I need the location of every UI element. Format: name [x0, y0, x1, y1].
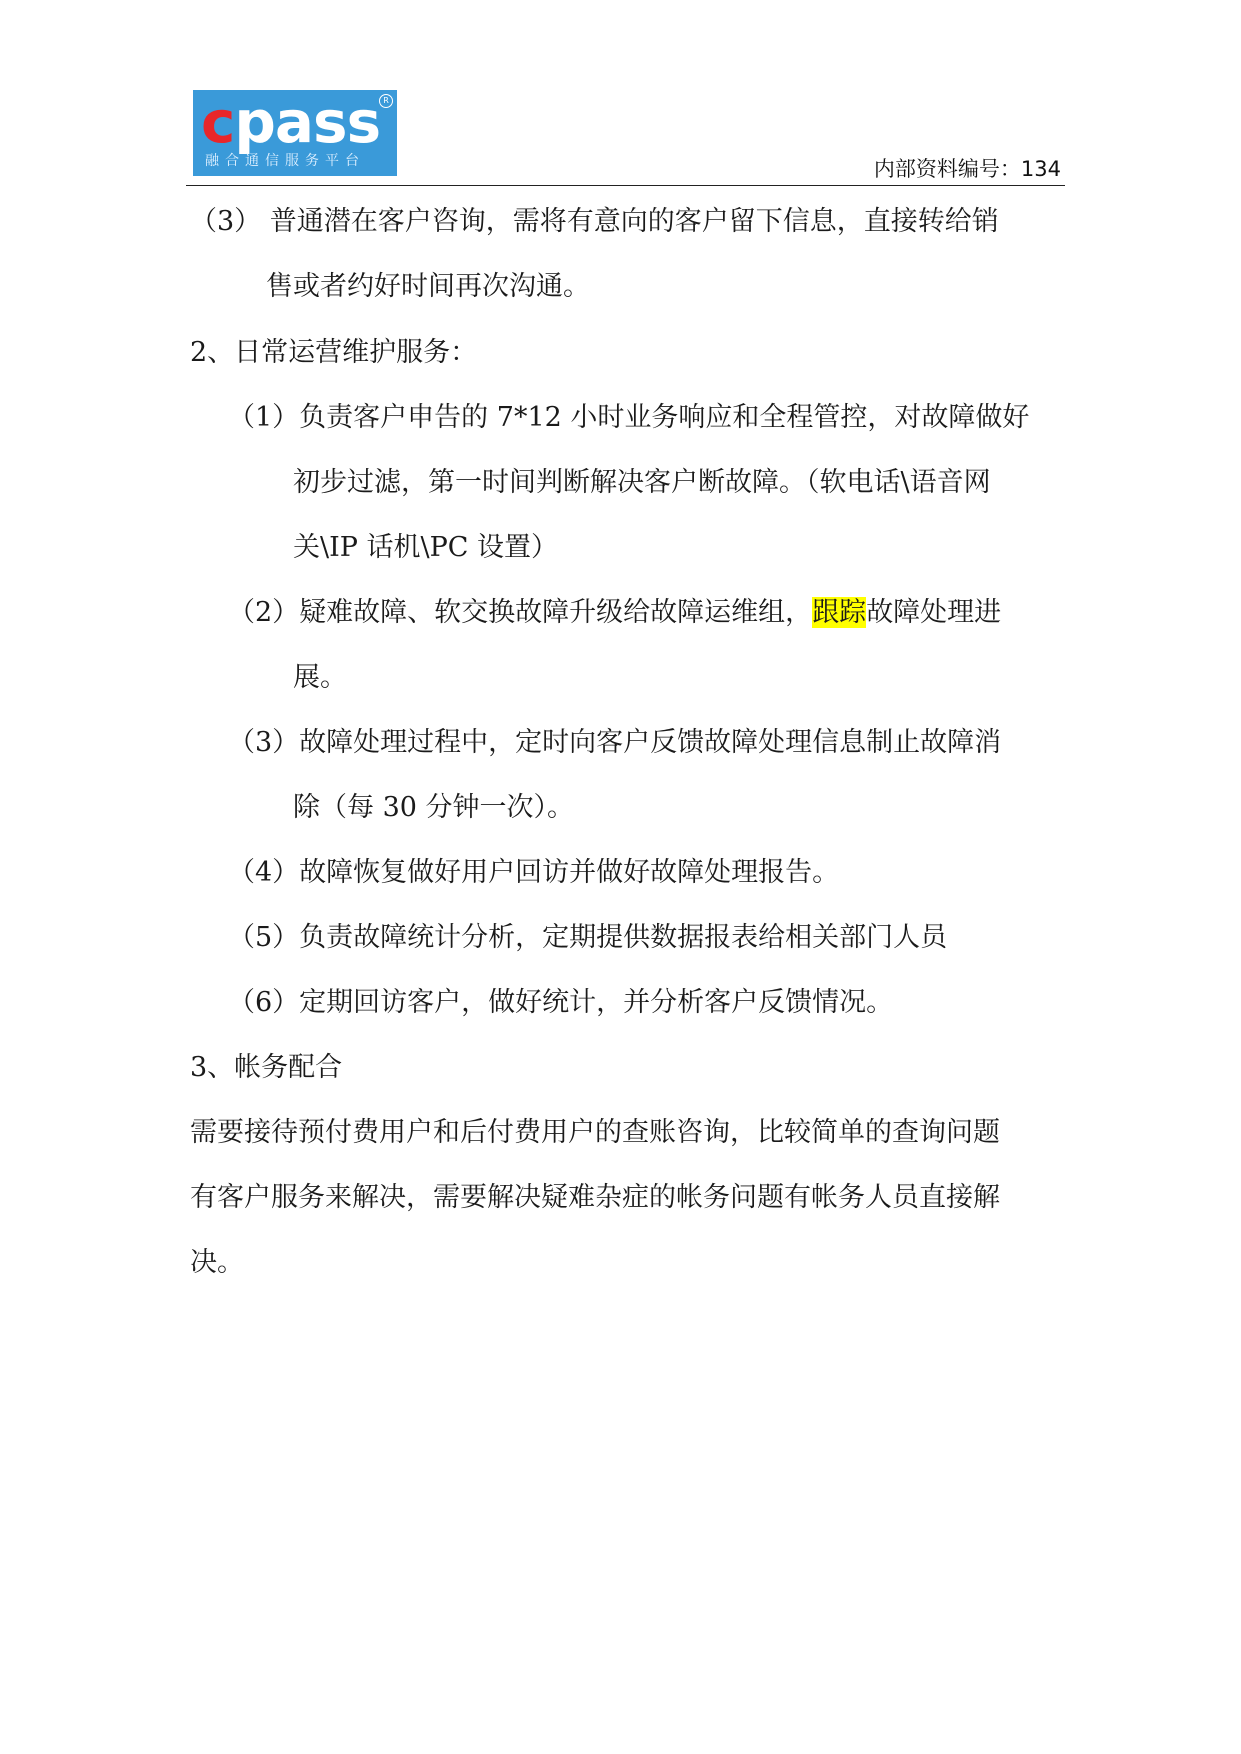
- cpass-logo: [193, 90, 397, 176]
- section-heading: 3、帐务配合: [190, 1052, 343, 1083]
- body-line: 需要接待预付费用户和后付费用户的查账咨询，比较简单的查询问题: [190, 1117, 1000, 1148]
- section-heading: 2、日常运营维护服务：: [190, 337, 478, 368]
- body-line: 售或者约好时间再次沟通。: [266, 271, 590, 302]
- document-number: 内部资料编号：134: [873, 157, 1061, 181]
- body-line: 展。: [293, 662, 347, 693]
- registered-mark-icon: R: [379, 94, 393, 108]
- body-line: 初步过滤，第一时间判断解决客户断故障。（软电话\语音网: [293, 467, 991, 498]
- body-line: （3） 普通潜在客户咨询，需将有意向的客户留下信息，直接转给销: [190, 206, 999, 237]
- body-text: （2）疑难故障、软交换故障升级给故障运维组，: [228, 597, 813, 628]
- body-line: （4）故障恢复做好用户回访并做好故障处理报告。: [228, 857, 840, 888]
- body-line: （6）定期回访客户，做好统计，并分析客户反馈情况。: [228, 987, 894, 1018]
- header-divider: [186, 185, 1065, 186]
- body-line: 有客户服务来解决，需要解决疑难杂症的帐务问题有帐务人员直接解: [190, 1182, 1000, 1213]
- body-line: [228, 593, 1001, 633]
- highlighted-text: 跟踪: [812, 597, 867, 628]
- logo-wordmark: cpass: [201, 88, 381, 156]
- body-line: （5）负责故障统计分析，定期提供数据报表给相关部门人员: [228, 922, 948, 953]
- body-line: （3）故障处理过程中，定时向客户反馈故障处理信息制止故障消: [228, 727, 1002, 758]
- body-line: 关\IP 话机\PC 设置）: [293, 532, 559, 563]
- body-text: 故障处理进: [866, 597, 1002, 628]
- body-line: 决。: [190, 1247, 244, 1278]
- body-line: 除（每 30 分钟一次）。: [293, 792, 575, 823]
- body-line: （1）负责客户申告的 7*12 小时业务响应和全程管控，对故障做好: [228, 402, 1030, 433]
- logo-tagline: 融合通信服务平台: [205, 153, 365, 169]
